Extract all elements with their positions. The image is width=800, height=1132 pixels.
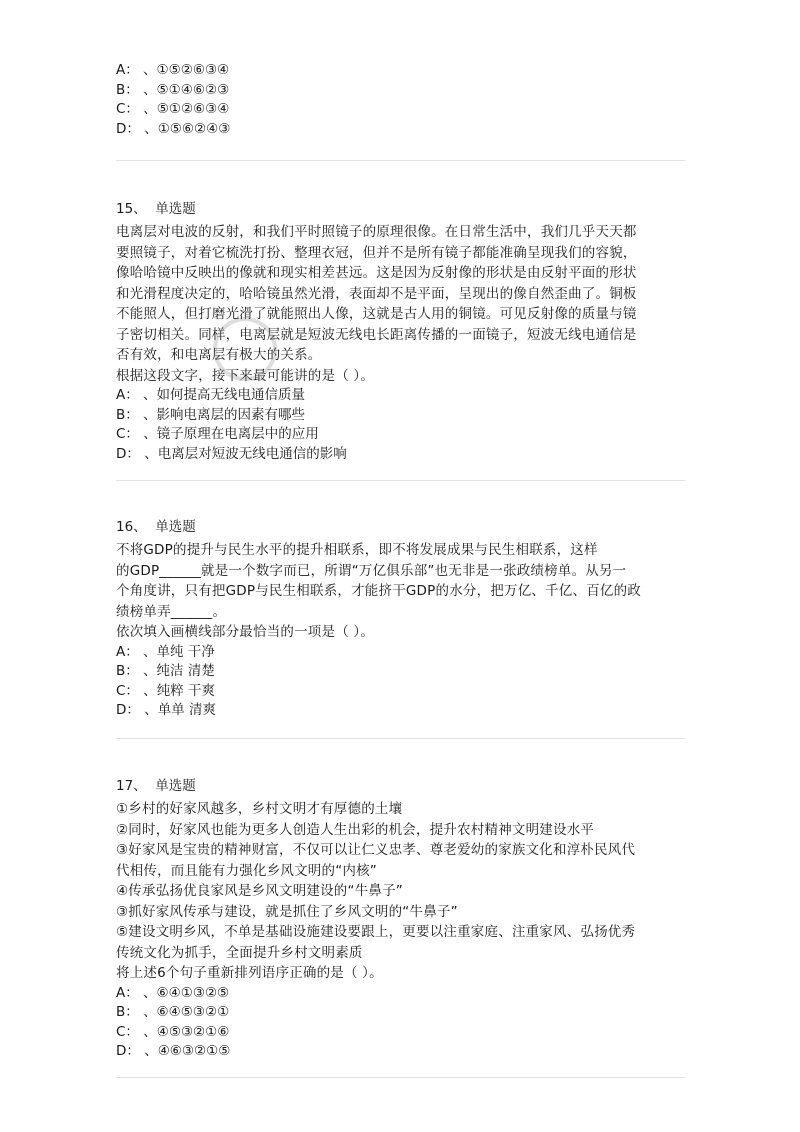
option-c[interactable] xyxy=(116,425,686,445)
option-text: 、⑤①②⑥③④ xyxy=(143,101,230,117)
option-c[interactable] xyxy=(116,1023,686,1043)
body-line: 不能照人，但打磨光滑了就能照出人像，这就是古人用的铜镜。可见反射像的质量与镜 xyxy=(116,306,637,322)
question-16 xyxy=(116,517,686,721)
question-number: 15、 xyxy=(116,201,147,217)
option-text: 、影响电离层的因素有哪些 xyxy=(143,406,306,423)
option-letter: B： xyxy=(116,1004,139,1020)
option-letter: C： xyxy=(116,101,139,117)
option-d[interactable] xyxy=(116,1042,686,1062)
question-header xyxy=(116,199,686,219)
body-line: ④传承弘扬优良家风是乡风文明建设的“牛鼻子” xyxy=(116,883,403,899)
divider xyxy=(116,480,685,481)
body-line: 代相传，而且能有力强化乡风文明的“内核” xyxy=(116,862,377,879)
option-text: 、⑥④⑤③②① xyxy=(143,1004,230,1020)
option-letter: D： xyxy=(116,702,140,718)
option-letter: B： xyxy=(116,81,139,98)
body-line: ③抓好家风传承与建设，就是抓住了乡风文明的“牛鼻子” xyxy=(116,903,458,920)
question-prompt: 将上述6个句子重新排列语序正确的是（ ）。 xyxy=(116,965,383,981)
body-line: 和光滑程度决定的，哈哈镜虽然光滑，表面却不是平面，呈现出的像自然歪曲了。铜板 xyxy=(116,285,637,302)
question-type: 单选题 xyxy=(155,519,196,535)
option-letter: D： xyxy=(116,120,140,137)
question-type: 单选题 xyxy=(155,778,196,794)
question-prompt: 根据这段文字，接下来最可能讲的是（ ）。 xyxy=(116,367,375,384)
question-prompt: 依次填入画横线部分最恰当的一项是（ ）。 xyxy=(116,624,375,640)
option-text: 、①⑤⑥②④③ xyxy=(144,120,231,137)
question-number: 17、 xyxy=(116,778,147,794)
body-line: 绩榜单弄______。 xyxy=(116,603,227,620)
option-b[interactable] xyxy=(116,81,686,101)
option-c[interactable] xyxy=(116,682,686,702)
question-type: 单选题 xyxy=(155,201,196,217)
option-text: 、单纯 干净 xyxy=(143,643,215,660)
body-line: 要照镜子，对着它梳洗打扮、整理衣冠，但并不是所有镜子都能准确呈现我们的容貌， xyxy=(116,244,637,261)
question-body xyxy=(116,222,686,386)
option-d[interactable] xyxy=(116,120,686,140)
question-number: 16、 xyxy=(116,519,147,535)
option-letter: D： xyxy=(116,1043,140,1059)
option-c[interactable] xyxy=(116,100,686,120)
body-line: 电离层对电波的反射，和我们平时照镜子的原理很像。在日常生活中，我们几乎天天都 xyxy=(116,224,637,240)
option-text: 、⑤①④⑥②③ xyxy=(143,81,230,98)
question-header xyxy=(116,517,686,537)
option-text: 、④⑤③②①⑥ xyxy=(143,1023,230,1040)
divider xyxy=(116,160,685,161)
option-letter: A： xyxy=(116,643,139,660)
option-letter: D： xyxy=(116,445,140,462)
body-line: 否有效，和电离层有极大的关系。 xyxy=(116,347,322,363)
option-letter: C： xyxy=(116,1023,139,1040)
option-letter: C： xyxy=(116,682,139,699)
body-line: 像哈哈镜中反映出的像就和现实相差甚远。这是因为反射像的形状是由反射平面的形状 xyxy=(116,265,637,281)
option-text: 、①⑤②⑥③④ xyxy=(143,62,230,78)
option-text: 、⑥④①③②⑤ xyxy=(143,984,230,1001)
question-header xyxy=(116,776,686,796)
option-letter: B： xyxy=(116,663,139,679)
option-b[interactable] xyxy=(116,406,686,426)
option-b[interactable] xyxy=(116,662,686,682)
option-letter: A： xyxy=(116,387,139,403)
question-17 xyxy=(116,776,686,1062)
options-list xyxy=(116,386,686,464)
option-d[interactable] xyxy=(116,701,686,721)
option-a[interactable] xyxy=(116,61,686,81)
option-a[interactable] xyxy=(116,386,686,406)
option-text: 、单单 清爽 xyxy=(144,702,216,718)
option-text: 、纯粹 干爽 xyxy=(143,682,216,699)
option-letter: B： xyxy=(116,406,139,423)
option-d[interactable] xyxy=(116,445,686,465)
question-15 xyxy=(116,199,686,464)
body-line: 传统文化为抓手，全面提升乡村文明素质 xyxy=(116,944,363,961)
options-list xyxy=(116,984,686,1062)
divider xyxy=(116,738,685,739)
option-letter: A： xyxy=(116,984,139,1001)
option-letter: C： xyxy=(116,426,139,442)
option-letter: A： xyxy=(116,62,139,78)
divider xyxy=(116,1077,685,1078)
option-text: 、电离层对短波无线电通信的影响 xyxy=(144,445,347,462)
question-body xyxy=(116,540,686,643)
body-line: 个角度讲，只有把GDP与民生相联系，才能挤干GDP的水分，把万亿、千亿、百亿的政 xyxy=(116,583,641,599)
option-text: 、④⑥③②①⑤ xyxy=(144,1043,231,1059)
body-line: ②同时，好家风也能为更多人创造人生出彩的机会，提升农村精神文明建设水平 xyxy=(116,821,595,838)
options-list xyxy=(116,643,686,721)
body-line: ③好家风是宝贵的精神财富，不仅可以让仁义忠孝、尊老爱幼的家族文化和淳朴民风代 xyxy=(116,842,636,858)
body-line: ⑤建设文明乡风，不单是基础设施建设要跟上，更要以注重家庭、注重家风、弘扬优秀 xyxy=(116,924,636,940)
option-a[interactable] xyxy=(116,643,686,663)
option-text: 、镜子原理在电离层中的应用 xyxy=(143,426,319,442)
body-line: 子密切相关。同样，电离层就是短波无线电长距离传播的一面镜子，短波无线电通信是 xyxy=(116,326,637,343)
prev-question-options xyxy=(116,61,686,139)
body-line: 的GDP______就是一个数字而已，所谓“万亿俱乐部”也无非是一张政绩榜单。从另一 xyxy=(116,562,627,579)
option-a[interactable] xyxy=(116,984,686,1004)
option-text: 、如何提高无线电通信质量 xyxy=(143,387,306,403)
option-text: 、纯洁 清楚 xyxy=(143,663,215,679)
body-line: ①乡村的好家风越多，乡村文明才有厚德的土壤 xyxy=(116,801,403,817)
question-body xyxy=(116,799,686,984)
body-line: 不将GDP的提升与民生水平的提升相联系，即不将发展成果与民生相联系，这样 xyxy=(116,542,598,558)
option-b[interactable] xyxy=(116,1003,686,1023)
